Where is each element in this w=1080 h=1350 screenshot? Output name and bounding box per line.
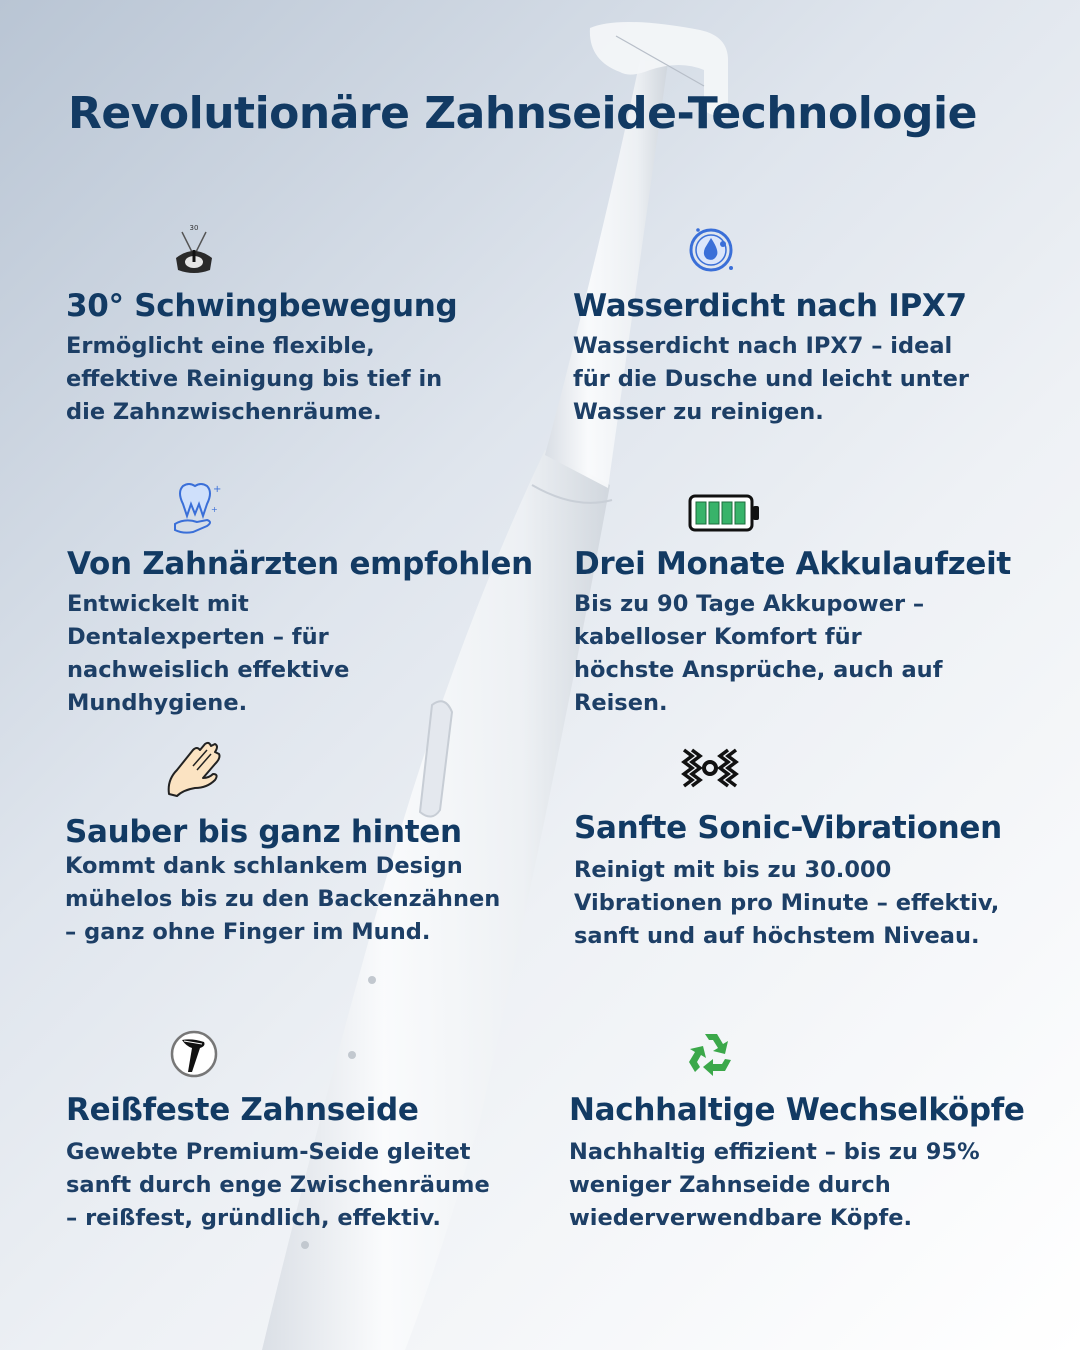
hand-icon [163, 740, 223, 800]
feature-swing [66, 222, 486, 429]
tooth-hand-icon [167, 480, 223, 536]
feature-heading: Drei Monate Akkulaufzeit [574, 546, 1011, 582]
battery-icon [686, 484, 762, 540]
feature-sustainable [569, 1026, 1025, 1235]
feature-text: Reinigt mit bis zu 30.000 Vibrationen pro Minute – effektiv, sanft und auf höchstem Niveau. [574, 857, 1000, 949]
feature-sonic [574, 740, 1014, 953]
feature-heading: 30° Schwingbewegung [66, 288, 458, 324]
vibration-icon [678, 740, 742, 796]
feature-reach [65, 740, 505, 949]
feature-text: Ermöglicht eine flexible, effektive Reinigung bis tief in die Zahnzwischenräume. [66, 333, 443, 425]
feature-battery [574, 484, 1011, 720]
feature-text: Gewebte Premium-Seide gleitet sanft durch enge Zwischenräume – reißfest, gründlich, effektiv. [66, 1139, 490, 1231]
floss-pick-icon [168, 1026, 224, 1082]
feature-waterproof [573, 222, 993, 429]
feature-text: Wasserdicht nach IPX7 – ideal für die Dusche und leicht unter Wasser zu reinigen. [573, 333, 969, 425]
svg-text:+: + [211, 505, 218, 514]
recycle-icon [683, 1026, 739, 1082]
feature-heading: Von Zahnärzten empfohlen [67, 546, 533, 582]
swing-angle-icon [166, 222, 222, 278]
feature-floss [66, 1026, 496, 1235]
feature-heading: Sauber bis ganz hinten [65, 814, 462, 850]
feature-text: Kommt dank schlankem Design mühelos bis zu den Backenzähnen – ganz ohne Finger im Mund. [65, 853, 501, 945]
feature-dentist [67, 480, 533, 720]
feature-heading: Reißfeste Zahnseide [66, 1092, 419, 1128]
svg-text:+: + [213, 484, 222, 495]
feature-text: Bis zu 90 Tage Akkupower – kabelloser Komfort für höchste Ansprüche, auch auf Reisen. [574, 591, 943, 716]
water-drop-icon [683, 222, 739, 278]
feature-text: Nachhaltig effizient – bis zu 95% weniger Zahnseide durch wiederverwendbare Köpfe. [569, 1139, 980, 1231]
svg-text:30: 30 [189, 224, 199, 232]
feature-heading: Nachhaltige Wechselköpfe [569, 1092, 1025, 1128]
feature-heading: Wasserdicht nach IPX7 [573, 288, 967, 324]
feature-text: Entwickelt mit Dentalexperten – für nachweislich effektive Mundhygiene. [67, 591, 350, 716]
feature-heading: Sanfte Sonic-Vibrationen [574, 810, 1002, 846]
page-title: Revolutionäre Zahnseide-Technologie [68, 88, 977, 139]
